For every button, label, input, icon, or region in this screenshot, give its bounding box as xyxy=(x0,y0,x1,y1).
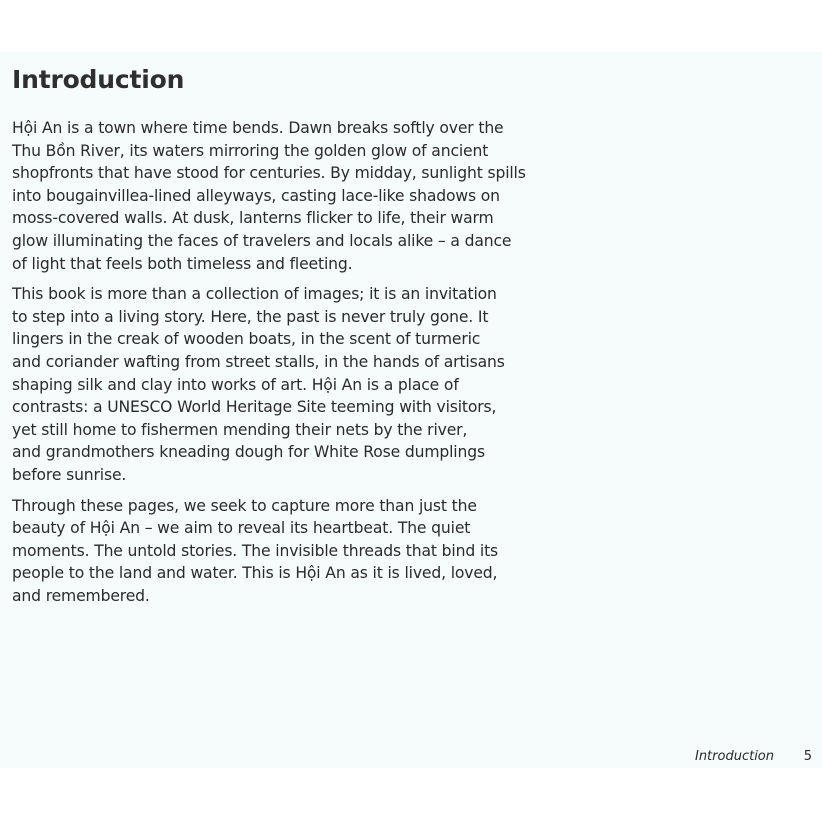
text-line: into bougainvillea-lined alleyways, casting lace-like shadows on xyxy=(12,186,500,205)
text-line: and remembered. xyxy=(12,586,150,605)
text-line: shopfronts that have stood for centuries. By midday, sunlight spills xyxy=(12,164,526,183)
text-line: people to the land and water. This is Hội An as it is lived, loved, xyxy=(12,564,498,583)
text-line: Through these pages, we seek to capture more than just the xyxy=(12,496,477,515)
text-line: before sunrise. xyxy=(12,465,127,484)
paragraph-3 xyxy=(12,495,552,608)
footer-section-title: Introduction xyxy=(694,749,774,764)
text-line: to step into a living story. Here, the past is never truly gone. It xyxy=(12,307,489,326)
text-line: moments. The untold stories. The invisible threads that bind its xyxy=(12,541,499,560)
body-text xyxy=(12,117,552,615)
text-line: glow illuminating the faces of travelers and locals alike – a dance xyxy=(12,231,512,250)
text-line: shaping silk and clay into works of art. Hội An is a place of xyxy=(12,375,459,394)
text-line: This book is more than a collection of images; it is an invitation xyxy=(12,285,497,304)
paragraph-1 xyxy=(12,117,552,275)
text-line: beauty of Hội An – we aim to reveal its heartbeat. The quiet xyxy=(12,519,471,538)
text-line: and coriander wafting from street stalls, in the hands of artisans xyxy=(12,352,505,371)
book-page xyxy=(0,52,822,768)
text-line: contrasts: a UNESCO World Heritage Site teeming with visitors, xyxy=(12,398,497,417)
text-line: of light that feels both timeless and fleeting. xyxy=(12,254,353,273)
text-line: Hội An is a town where time bends. Dawn breaks softly over the xyxy=(12,119,504,137)
page-heading: Introduction xyxy=(12,65,185,94)
text-line: and grandmothers kneading dough for White Rose dumplings xyxy=(12,443,485,462)
text-line: lingers in the creak of wooden boats, in the scent of turmeric xyxy=(12,330,481,349)
page-number: 5 xyxy=(803,749,812,764)
text-line: Thu Bồn River, its waters mirroring the golden glow of ancient xyxy=(12,141,489,160)
text-line: yet still home to fishermen mending their nets by the river, xyxy=(12,420,468,439)
text-line: moss-covered walls. At dusk, lanterns flicker to life, their warm xyxy=(12,209,494,228)
paragraph-2 xyxy=(12,283,552,486)
